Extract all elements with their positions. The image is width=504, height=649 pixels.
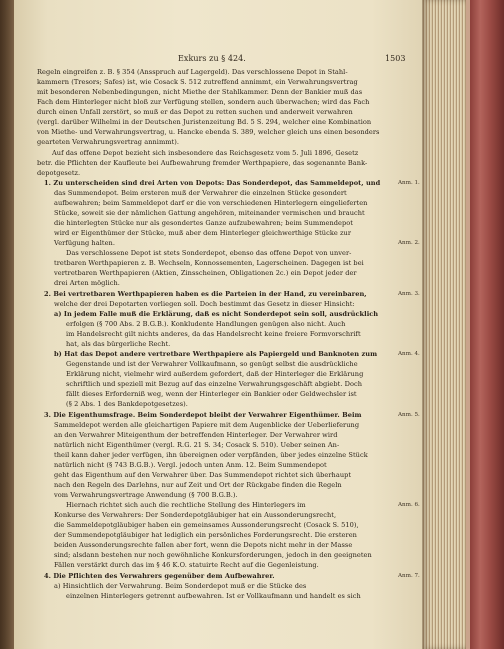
text-line: Auf das offene Depot bezieht sich insbesondere das Reichsgesetz vom 5. Juli 1896, Gesetz <box>52 149 359 157</box>
text-line: welche der drei Depotarten vorliegen soll. Doch bestimmt das Gesetz in dieser Hinsicht: <box>54 300 355 308</box>
text-line: hat, als das bürgerliche Recht. <box>66 340 171 348</box>
margin-note: Anm. 4. <box>398 351 420 357</box>
text-line: (vergl. darüber Wilhelmi in der Deutschen Juristenzeitung Bd. 5 S. 294, welcher eine Kombination <box>37 118 372 126</box>
text-line: theil kann daher jeder verfügen, ihn übereignen oder verpfänden, über jedes einzelne Stück <box>54 451 368 459</box>
text-line: natürlich nicht Eigenthümer (vergl. R.G. 21 S. 34; Cosack S. 510). Ueber seinen An- <box>54 441 340 449</box>
text-line: schriftlich und speziell mit Bezug auf das einzelne Verwahrungsgeschäft abgiebt. Doch <box>66 380 363 388</box>
text-line: durch einen Unfall zerstört, so muß er das Depot zu retten suchen und anderweit verwahren <box>37 108 353 116</box>
subsection-heading: a) In jedem Falle muß die Erklärung, daß es nicht Sonderdepot sein soll, ausdrücklich <box>54 310 379 318</box>
text-line: die hinterlegten Stücke nur als gesondertes Ganze aufzubewahren; beim Summendepot <box>54 219 353 227</box>
text-line: Erklärung nicht, vielmehr wird außerdem gefordert, daß der Hinterleger die Erklärung <box>66 370 364 378</box>
text-line: einzelnen Hinterlegers getrennt aufbewahren. Ist er Vollkaufmann und handelt es sich <box>66 592 361 600</box>
text-line: erfolgen (§ 700 Abs. 2 B.G.B.). Konkludente Handlungen genügen also nicht. Auch <box>66 320 346 328</box>
margin-note: Anm. 2. <box>398 240 420 246</box>
section-heading: 4. Die Pflichten des Verwahrers gegenüber dem Aufbewahrer. <box>44 572 275 580</box>
margin-note: Anm. 5. <box>398 412 420 418</box>
text-line: von Miethe- und Verwahrungsvertrag, u. Hancke ebenda S. 389, welcher gleich uns einen besonders <box>37 128 380 136</box>
text-line: a) Hinsichtlich der Verwahrung. Beim Sonderdepot muß er die Stücke des <box>54 582 307 590</box>
text-line: Fach dem Hinterleger nicht bloß zur Verfügung stellen, sondern auch überwachen; wird das Fach <box>37 98 370 106</box>
text-line: im Handelsrecht gilt nichts anderes, da das Handelsrecht keine freiere Formvorschrift <box>66 330 361 338</box>
text-line: geht das Eigenthum auf den Verwahrer über. Das Summendepot richtet sich überhaupt <box>54 471 352 479</box>
section-heading: 1. Zu unterscheiden sind drei Arten von Depots: Das Sonderdepot, das Sammeldepot, und <box>44 179 381 187</box>
running-header: Exkurs zu § 424. <box>178 54 246 63</box>
subsection-heading: b) Hat das Depot andere vertretbare Werthpapiere als Papiergeld und Banknoten zum <box>54 350 378 358</box>
text-line: depotgesetz. <box>37 169 81 177</box>
text-line: wird er Eigenthümer der Stücke, muß aber dem Hinterleger gleichwerthige Stücke zur <box>54 229 352 237</box>
section-heading: 2. Bei vertretbaren Werthpapieren haben es die Parteien in der Hand, zu vereinbaren, <box>44 290 367 298</box>
text-line: Konkurse des Verwahrers: Der Sonderdepotgläubiger hat ein Aussonderungsrecht, <box>54 511 337 519</box>
text-line: sind; alsdann bestehen nur noch gewöhnliche Konkursforderungen, jedoch in den geeigneten <box>54 551 372 559</box>
text-line: Das verschlossene Depot ist stets Sonderdepot, ebenso das offene Depot von unver- <box>66 249 352 257</box>
page-number: 1503 <box>385 54 406 63</box>
text-line: kammern (Tresors; Safes) ist, wie Cosack S. 512 zutreffend annimmt, ein Verwahrungsvertrag <box>37 78 358 86</box>
margin-note: Anm. 1. <box>398 180 420 186</box>
text-line: betr. die Pflichten der Kaufleute bei Aufbewahrung fremder Werthpapiere, das sogenannte Bank- <box>37 159 368 167</box>
text-line: vom Verwahrungsvertrage Anwendung (§ 700 B.G.B.). <box>54 491 238 499</box>
book-cover <box>470 0 504 649</box>
text-line: der Summendepotgläubiger hat lediglich ein persönliches Forderungsrecht. Die ersteren <box>54 531 357 539</box>
text-line: (§ 2 Abs. 1 des Bankdepotgesetzes). <box>66 400 188 408</box>
text-line: drei Arten möglich. <box>54 279 120 287</box>
text-line: die Sammeldepotgläubiger haben ein gemeinsames Aussonderungsrecht (Cosack S. 510), <box>54 521 359 529</box>
text-line: Gegenstande und ist der Verwahrer Vollkaufmann, so genügt selbst die ausdrückliche <box>66 360 358 368</box>
margin-note: Anm. 3. <box>398 291 420 297</box>
text-line: an den Verwahrer Miteigenthum der betreffenden Hinterleger. Der Verwahrer wird <box>54 431 338 439</box>
text-line: mit besonderen Nebenbedingungen, nicht Miethe der Stahlkammer. Denn der Bankier muß das <box>37 88 363 96</box>
page-edges <box>422 0 472 649</box>
text-line: das Summendepot. Beim ersteren muß der Verwahrer die einzelnen Stücke gesondert <box>54 189 347 197</box>
text-line: vertretbaren Werthpapieren (Aktien, Zinsscheinen, Obligationen 2c.) ein Depot jeder der <box>54 269 357 277</box>
text-line: natürlich nicht (§ 743 B.G.B.). Vergl. jedoch unten Anm. 12. Beim Summendepot <box>54 461 327 469</box>
section-heading: 3. Die Eigenthumsfrage. Beim Sonderdepot bleibt der Verwahrer Eigenthümer. Beim <box>44 411 362 419</box>
text-line: fällt dieses Erforderniß weg, wenn der Hinterleger ein Bankier oder Geldwechsler ist <box>66 390 357 398</box>
text-line: Fällen verstärkt durch das im § 46 K.O. statuirte Recht auf die Gegenleistung. <box>54 561 319 569</box>
margin-note: Anm. 7. <box>398 573 420 579</box>
text-line: Sammeldepot werden alle gleichartigen Papiere mit dem Augenblicke der Ueberlieferung <box>54 421 360 429</box>
text-line: nach den Regeln des Darlehns, nur auf Zeit und Ort der Rückgabe finden die Regeln <box>54 481 342 489</box>
margin-note: Anm. 6. <box>398 502 420 508</box>
text-line: gearteten Verwahrungsvertrag annimmt). <box>37 138 180 146</box>
text-line: Hiernach richtet sich auch die rechtliche Stellung des Hinterlegers im <box>66 501 306 509</box>
text-line: tretbaren Werthpapieren z. B. Wechseln, Konnossementen, Lagerscheinen. Dagegen ist bei <box>54 259 364 267</box>
text-line: Regeln eingreifen z. B. § 354 (Ansspruch auf Lagergeld). Das verschlossene Depot in Stahl- <box>37 68 348 76</box>
text-line: Stücke, soweit sie der nämlichen Gattung angehören, miteinander vermischen und braucht <box>54 209 365 217</box>
text-line: Verfügung halten. <box>54 239 115 247</box>
text-line: aufbewahren; beim Sammeldepot darf er die von verschiedenen Hinterlegern eingelieferten <box>54 199 368 207</box>
text-line: beiden Aussonderungsrechte fallen aber fort, wenn die Depots nicht mehr in der Masse <box>54 541 353 549</box>
